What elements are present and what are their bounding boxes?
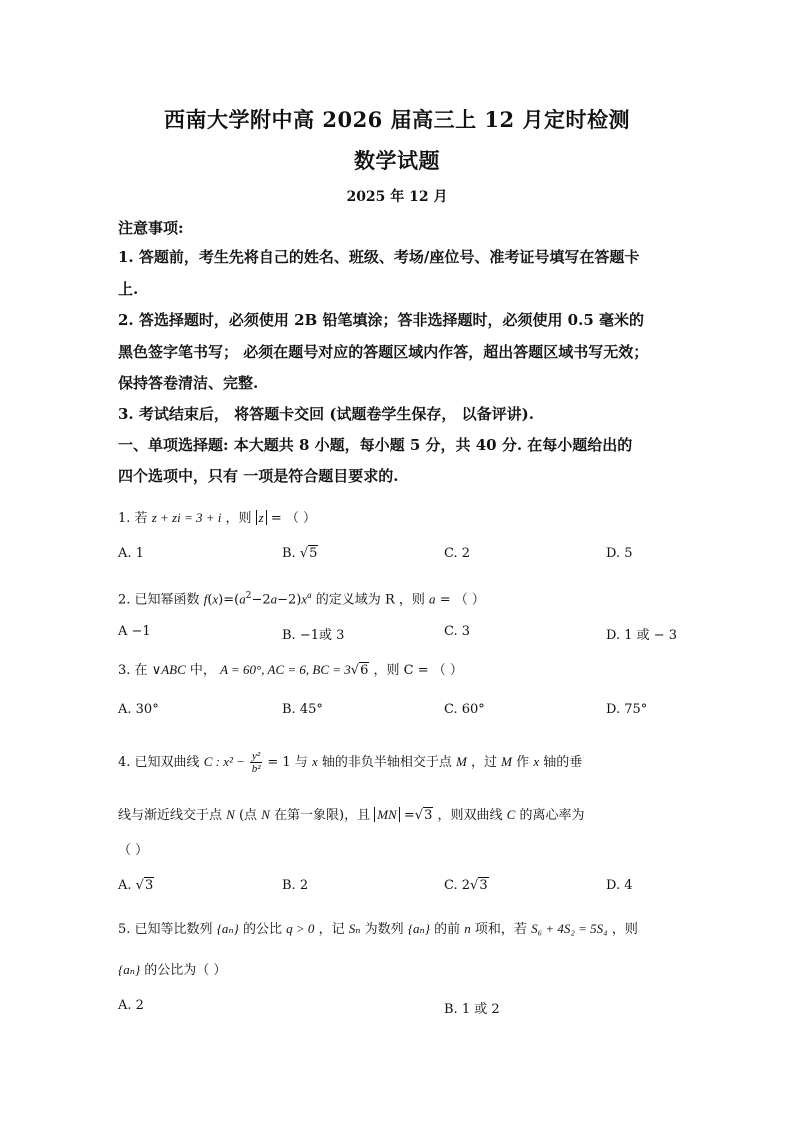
note-2-line-3: 保持答卷清洁、完整. bbox=[118, 374, 259, 392]
note-1-line-2: 上. bbox=[118, 280, 139, 298]
note-2-line-1: 2. 答选择题时，必须使用 2B 铅笔填涂；答非选择题时，必须使用 0.5 毫米的 bbox=[118, 311, 644, 329]
question-2: 2. 已知幂函数 $f(x)=(a^2-2a-2)x^a$ 的定义域为 R ，则 a = （ ） bbox=[118, 590, 485, 608]
q3-option-d: D. 75° bbox=[606, 702, 648, 717]
question-3: 3. 在 ∨ABC 中， A = 60°, AC = 6, BC = 3√6 ，则 C = （ ） bbox=[118, 662, 463, 678]
note-3: 3. 考试结束后， 将答题卡交回 (试题卷学生保存， 以备评讲). bbox=[118, 405, 534, 423]
question-5-line-2: {aₙ} 的公比为（ ） bbox=[118, 962, 227, 978]
q5-option-a: A. 2 bbox=[118, 998, 144, 1013]
q4-option-c: C. 2√3 bbox=[444, 878, 488, 893]
q4-option-b: B. 2 bbox=[282, 878, 309, 893]
question-1: 1. 若 z + zi = 3 + i ，则 z = （ ） bbox=[118, 510, 317, 526]
q4-option-d: D. 4 bbox=[606, 878, 633, 893]
q3-option-c: C. 60° bbox=[444, 702, 485, 717]
section-1-line-1: 一、单项选择题: 本大题共 8 小题，每小题 5 分，共 40 分. 在每小题给出的 bbox=[118, 436, 633, 454]
q5-option-b: B. 1 或 2 bbox=[444, 1002, 500, 1017]
q3-option-b: B. 45° bbox=[282, 702, 323, 717]
question-4-line-2: 线与渐近线交于点 N (点 N 在第一象限)，且 MN =√3 ，则双曲线 C 的离心率为 bbox=[118, 807, 585, 823]
question-4-line-3: （ ） bbox=[118, 843, 149, 858]
q2-option-d: D. 1 或 − 3 bbox=[606, 628, 678, 643]
q1-option-d: D. 5 bbox=[606, 546, 633, 561]
section-1-line-2: 四个选项中，只有 一项是符合题目要求的. bbox=[118, 467, 399, 485]
question-4-line-1: 4. 已知双曲线 C : x² − $\frac{\text{y²}}{\text{b²}}$ = 1 与 x 轴的非负半轴相交于点 M ，过 M 作 x 轴的垂 bbox=[118, 750, 583, 775]
note-2-line-2: 黑色签字笔书写； 必须在题号对应的答题区域内作答，超出答题区域书写无效； bbox=[118, 343, 649, 361]
q2-option-c: C. 3 bbox=[444, 624, 471, 639]
q1-option-a: A. 1 bbox=[118, 546, 144, 561]
q1-option-c: C. 2 bbox=[444, 546, 471, 561]
q2-option-b: B. −1或 3 bbox=[282, 628, 345, 643]
note-1-line-1: 1. 答题前，考生先将自己的姓名、班级、考场/座位号、准考证号填写在答题卡 bbox=[118, 248, 640, 266]
q3-option-a: A. 30° bbox=[118, 702, 159, 717]
q4-option-a: A. √3 bbox=[118, 878, 154, 893]
exam-date: 2025 年 12 月 bbox=[346, 189, 448, 205]
notes-heading: 注意事项: bbox=[118, 219, 184, 237]
exam-subtitle: 数学试题 bbox=[354, 148, 440, 173]
exam-title: 西南大学附中高 2026 届高三上 12 月定时检测 bbox=[164, 107, 630, 132]
q1-option-b: B. √5 bbox=[282, 546, 318, 561]
q2-option-a: A −1 bbox=[118, 624, 151, 639]
question-5-line-1: 5. 已知等比数列 {aₙ} 的公比 q > 0 ，记 Sₙ 为数列 {aₙ} 的前 n 项和，若 S₆ + 4S₂ = 5S₄ ，则 bbox=[118, 921, 638, 937]
